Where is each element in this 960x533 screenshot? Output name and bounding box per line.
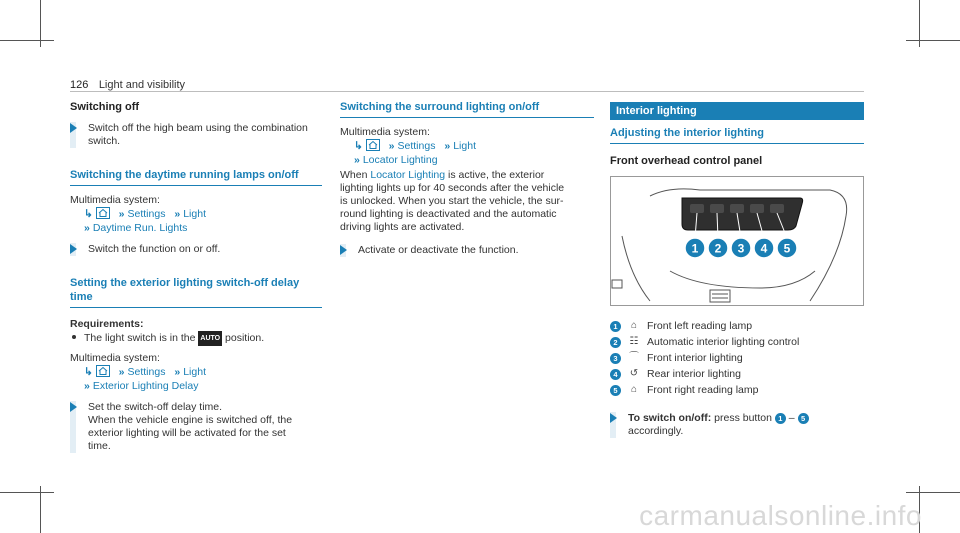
front-left-reading-lamp-icon: ⌂ <box>630 320 638 331</box>
section-heading: Switching the surround lighting on/off <box>340 101 540 113</box>
legend-item <box>610 366 864 382</box>
section-banner: Interior lighting <box>610 102 864 120</box>
section-heading: Switching the daytime running lamps on/off <box>70 169 299 181</box>
crop-mark <box>40 486 41 533</box>
body-text: lighting lights up for 40 seconds after the vehicle <box>340 182 565 194</box>
home-icon <box>96 207 110 219</box>
chevron-right-icon: » <box>354 154 360 166</box>
step-arrow-icon <box>70 402 77 412</box>
chevron-right-icon: » <box>174 366 181 378</box>
chevron-right-icon: » <box>84 222 90 234</box>
legend-number: 3 <box>610 353 621 364</box>
range-dash: – <box>788 412 795 424</box>
requirement-text: The light switch is in the <box>84 332 196 344</box>
step-text: Set the switch-off delay time. <box>88 401 223 413</box>
crop-mark <box>0 40 54 41</box>
body-text: round lighting is deactivated and the automatic <box>340 208 557 220</box>
home-icon <box>366 139 380 151</box>
heading-rule <box>70 307 322 308</box>
step-text <box>628 412 864 425</box>
requirement-item <box>70 331 322 346</box>
path-arrow-icon: ↳ <box>84 208 93 220</box>
instruction-step <box>610 412 864 438</box>
multimedia-label: Multimedia system: <box>70 352 160 364</box>
header-rule <box>70 91 864 92</box>
page-title: Light and visibility <box>98 79 186 91</box>
path-item[interactable]: Light <box>183 366 206 378</box>
step-arrow-icon <box>340 245 347 255</box>
chevron-right-icon: » <box>118 366 125 378</box>
front-right-reading-lamp-icon: ⌂ <box>630 384 638 395</box>
legend-item <box>610 318 864 334</box>
path-item[interactable]: Locator Lighting <box>362 154 438 166</box>
instruction-step <box>70 122 322 148</box>
legend-text: Front left reading lamp <box>647 320 753 332</box>
legend-text: Front right reading lamp <box>647 384 759 396</box>
button-number: 5 <box>798 413 809 424</box>
step-text: Activate or deactivate the function. <box>358 244 519 256</box>
path-item[interactable]: Light <box>453 140 476 152</box>
path-item[interactable]: Settings <box>127 366 166 378</box>
body-text-span: is active, the exterior <box>448 169 545 181</box>
figure-callout <box>708 238 728 258</box>
automatic-interior-lighting-icon: ☷ <box>629 336 639 347</box>
requirement-text: position. <box>225 332 265 344</box>
menu-link[interactable]: Locator Lighting <box>370 169 446 181</box>
step-arrow-icon <box>70 244 77 254</box>
step-label: To switch on/off: <box>628 412 712 424</box>
crop-mark <box>906 40 960 41</box>
step-arrow-icon <box>610 413 617 423</box>
instruction-step <box>70 243 322 256</box>
watermark: carmanualsonline.info <box>639 500 922 531</box>
chevron-right-icon: » <box>118 208 125 220</box>
legend-text: Automatic interior lighting control <box>647 336 800 348</box>
legend-item <box>610 382 864 398</box>
section-heading: Adjusting the interior lighting <box>610 127 764 139</box>
body-text: driving lights are activated. <box>340 221 465 233</box>
front-interior-lighting-icon: ⌒ <box>629 352 639 363</box>
legend-number: 2 <box>610 337 621 348</box>
multimedia-label: Multimedia system: <box>340 126 430 138</box>
instruction-step <box>70 401 322 453</box>
column-3 <box>610 102 864 438</box>
path-item[interactable]: Settings <box>397 140 436 152</box>
requirements-label: Requirements: <box>70 318 144 330</box>
path-item[interactable]: Light <box>183 208 206 220</box>
path-item[interactable]: Exterior Lighting Delay <box>92 380 199 392</box>
column-1 <box>70 100 322 453</box>
step-text-span: press button <box>714 412 772 424</box>
callout-label: 4 <box>760 241 768 256</box>
legend-number: 5 <box>610 385 621 396</box>
chevron-right-icon: » <box>444 140 451 152</box>
multimedia-label: Multimedia system: <box>70 194 160 206</box>
column-2 <box>340 100 594 257</box>
path-item[interactable]: Daytime Run. Lights <box>92 222 188 234</box>
section-heading: Switching off <box>70 101 140 113</box>
menu-path <box>84 365 322 379</box>
menu-path <box>84 379 322 393</box>
step-text: time. <box>88 440 111 452</box>
menu-path <box>84 221 322 235</box>
rear-interior-lighting-icon: ↺ <box>629 368 639 379</box>
menu-path <box>354 153 594 167</box>
step-text: When the vehicle engine is switched off, the <box>88 414 293 426</box>
path-arrow-icon: ↳ <box>354 140 363 152</box>
step-text: Switch the function on or off. <box>88 243 221 255</box>
chevron-right-icon: » <box>84 380 90 392</box>
callout-label: 1 <box>691 241 699 256</box>
auto-switch-icon: AUTO <box>198 331 222 346</box>
panel-heading: Front overhead control panel <box>610 155 763 167</box>
instruction-step <box>340 244 594 257</box>
heading-rule <box>610 143 864 144</box>
chevron-right-icon: » <box>388 140 395 152</box>
legend-text: Front interior lighting <box>647 352 743 364</box>
legend-text: Rear interior lighting <box>647 368 741 380</box>
home-icon <box>96 365 110 377</box>
path-arrow-icon: ↳ <box>84 366 93 378</box>
body-text-span: When <box>340 169 368 181</box>
legend-number: 1 <box>610 321 621 332</box>
page-number: 126 <box>70 79 89 91</box>
callout-label: 3 <box>737 241 745 256</box>
crop-mark <box>0 492 54 493</box>
figure-legend <box>610 318 864 398</box>
button-number: 1 <box>775 413 786 424</box>
callout-label: 2 <box>714 241 722 256</box>
legend-item <box>610 334 864 350</box>
section-heading: Setting the exterior lighting switch-off delay <box>70 277 300 289</box>
bullet-icon <box>72 335 76 339</box>
crop-mark <box>906 492 960 493</box>
path-item[interactable]: Settings <box>127 208 166 220</box>
chevron-right-icon: » <box>174 208 181 220</box>
body-text: is unlocked. When you start the vehicle, the sur- <box>340 195 564 207</box>
figure-callout <box>754 238 774 258</box>
heading-rule <box>70 185 322 186</box>
step-text: Switch off the high beam using the combination switch. <box>88 122 308 147</box>
menu-path <box>354 139 594 153</box>
section-heading-cont: time <box>70 291 93 303</box>
overhead-panel-figure <box>610 176 864 306</box>
step-text: accordingly. <box>628 425 684 437</box>
figure-callout <box>777 238 797 258</box>
callout-label: 5 <box>783 241 791 256</box>
legend-item <box>610 350 864 366</box>
figure-callout <box>685 238 705 258</box>
body-text <box>340 169 594 182</box>
heading-rule <box>340 117 594 118</box>
legend-number: 4 <box>610 369 621 380</box>
step-arrow-icon <box>70 123 77 133</box>
figure-callout <box>731 238 751 258</box>
menu-path <box>84 207 322 221</box>
step-text: exterior lighting will be activated for the set <box>88 427 286 439</box>
